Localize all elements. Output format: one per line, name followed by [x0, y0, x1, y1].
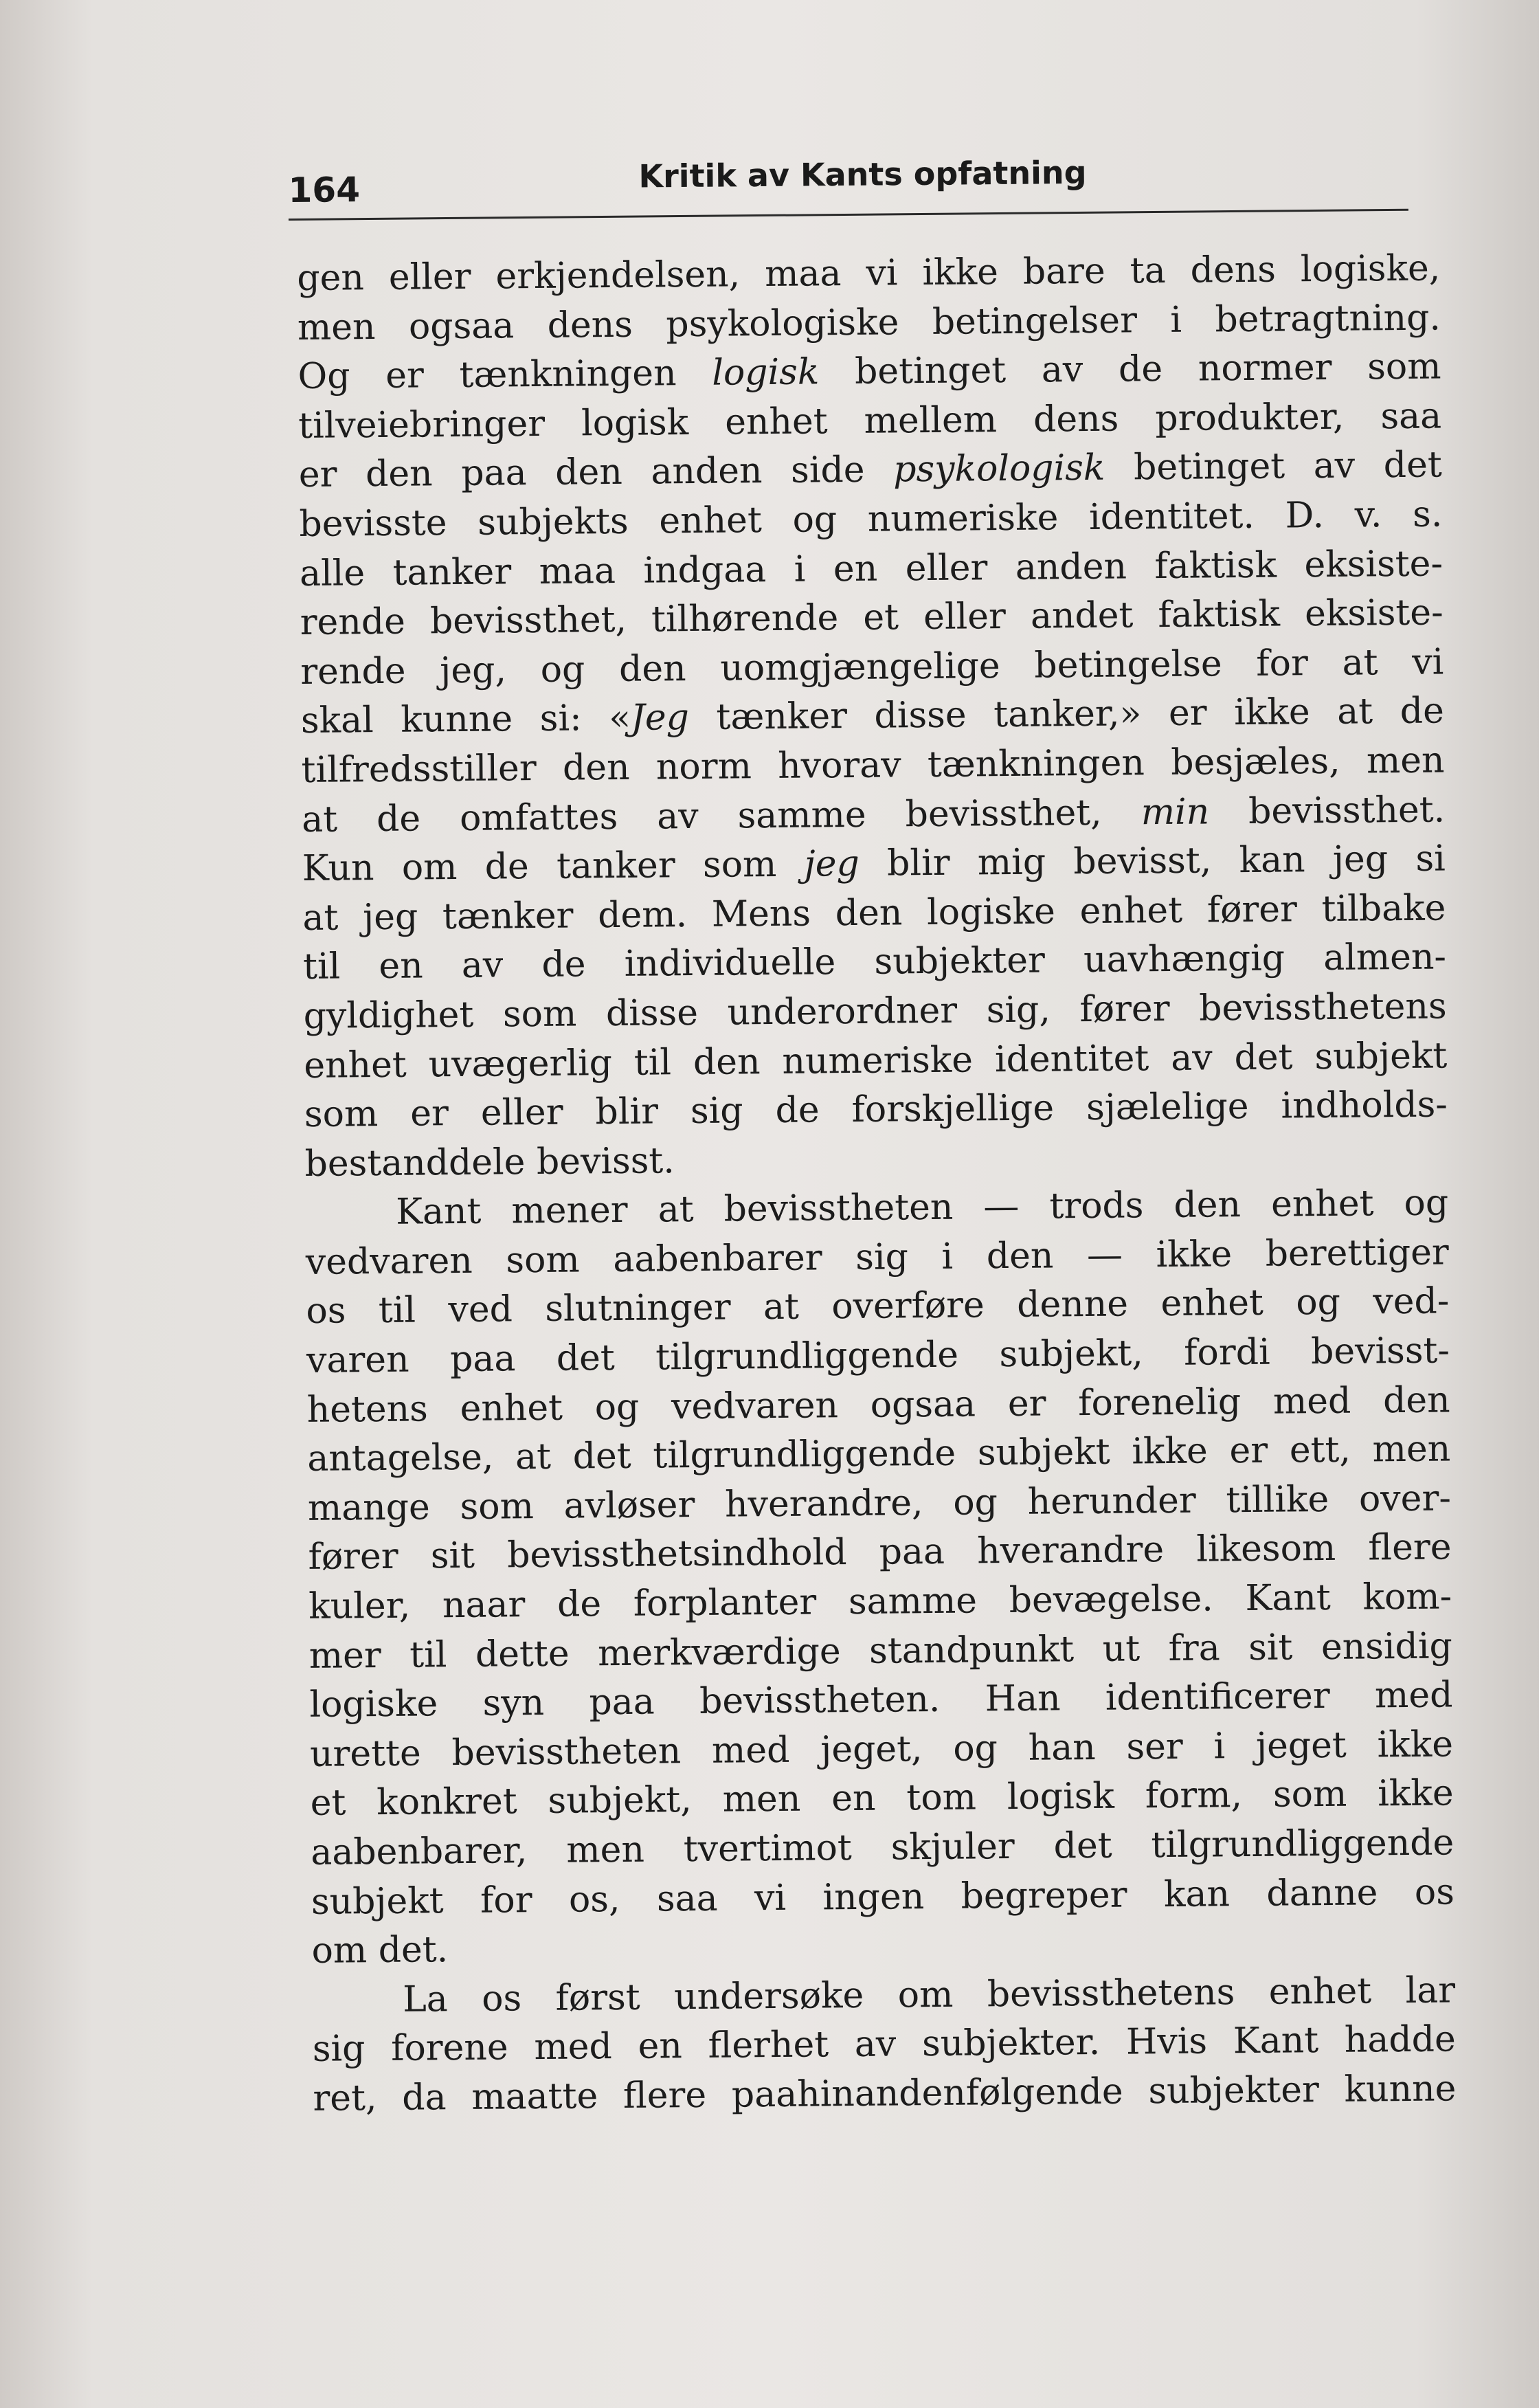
text-run: alle tanker maa indgaa i en eller anden faktisk eksiste- — [299, 543, 1443, 594]
text-run: rende bevissthet, tilhørende et eller andet faktisk eksiste- — [300, 592, 1443, 644]
text-run: betinget av de normer som — [819, 346, 1441, 393]
text-run: bevissthet. — [1209, 788, 1446, 832]
text-run: fører sit bevissthetsindhold paa hverandre likesom flere — [308, 1526, 1452, 1579]
text-run: Og er tænkningen — [297, 352, 712, 398]
text-run: mer til dette merkværdige standpunkt ut fra sit ensidig — [308, 1625, 1452, 1677]
text-run: varen paa det tilgrundliggende subjekt, fordi bevisst- — [306, 1330, 1450, 1381]
text-run: men ogsaa dens psykologiske betingelser i betragtning. — [297, 297, 1441, 348]
text-run: os til ved slutninger at overføre denne enhet og ved- — [306, 1280, 1450, 1333]
paragraph — [312, 1966, 1457, 2123]
text-run: urette bevisstheten med jeget, og han ser i jeget ikke — [309, 1724, 1454, 1775]
body-text — [297, 244, 1457, 2123]
emphasized-text: jeg — [804, 843, 860, 885]
text-run: ret, da maatte flere paahinandenfølgende subjekter kunne — [313, 2068, 1457, 2119]
text-run: enhet uvægerlig til den numeriske identitet av det subjekt — [304, 1034, 1448, 1086]
text-run: logiske syn paa bevisstheten. Han identificerer med — [309, 1674, 1453, 1726]
text-line — [301, 736, 1445, 795]
text-run: om det. — [311, 1929, 449, 1972]
text-run: at jeg tænker dem. Mens den logiske enhet fører tilbake — [302, 887, 1446, 939]
text-run: skal kunne si: « — [300, 698, 631, 742]
text-line — [313, 2064, 1457, 2123]
text-run: et konkret subjekt, men en tom logisk form, som ikke — [310, 1772, 1454, 1825]
text-line — [303, 982, 1447, 1041]
emphasized-text: logisk — [712, 351, 820, 394]
text-run: at de omfattes av samme bevissthet, — [301, 791, 1141, 840]
text-run: hetens enhet og vedvaren ogsaa er forenelig med den — [306, 1379, 1450, 1431]
text-run: kuler, naar de forplanter samme bevægelse. Kant kom- — [308, 1576, 1452, 1627]
text-run: subjekt for os, saa vi ingen begreper kan danne os — [311, 1871, 1455, 1923]
text-run: tilveiebringer logisk enhet mellem dens produkter, saa — [297, 395, 1442, 447]
emphasized-text: Jeg — [630, 697, 690, 739]
text-run: Kant mener at bevisstheten — trods den enhet og — [395, 1182, 1449, 1234]
text-run: rende jeg, og den uomgjængelige betingelse for at vi — [300, 641, 1444, 693]
text-run: bevisste subjekts enhet og numeriske identitet. D. v. s. — [299, 493, 1443, 545]
text-run: sig forene med en flerhet av subjekter. Hvis Kant hadde — [312, 2018, 1456, 2071]
paragraph — [297, 244, 1448, 1189]
running-title: Kritik av Kants opfatning — [638, 153, 1087, 195]
page-header — [288, 147, 1408, 221]
text-run: vedvaren som aabenbarer sig i den — ikke berettiger — [305, 1231, 1449, 1283]
text-run: gyldighet som disse underordner sig, fører bevissthetens — [303, 985, 1447, 1037]
text-run: mange som avløser hverandre, og herunder tillike over- — [307, 1478, 1452, 1529]
page-number: 164 — [288, 170, 361, 211]
text-run: antagelse, at det tilgrundliggende subjekt ikke er ett, men — [307, 1428, 1451, 1480]
text-run: gen eller erkjendelsen, maa vi ikke bare ta dens logiske, — [297, 247, 1441, 299]
text-run: tilfredsstiller den norm hvorav tænkningen besjæles, men — [301, 739, 1445, 791]
text-run: som er eller blir sig de forskjellige sjælelige indholds- — [304, 1084, 1448, 1136]
paragraph — [305, 1179, 1455, 1976]
text-run: bestanddele bevisst. — [304, 1139, 675, 1185]
text-run: til en av de individuelle subjekter uavhængig almen- — [302, 936, 1447, 988]
text-run: tænker disse tanker,» er ikke at de — [688, 690, 1445, 739]
text-run: betinget av det — [1105, 444, 1443, 489]
text-run: blir mig bevisst, kan jeg si — [859, 838, 1446, 885]
text-run: aabenbarer, men tvertimot skjuler det tilgrundliggende — [311, 1822, 1454, 1873]
emphasized-text: min — [1141, 790, 1210, 833]
text-run: La os først undersøke om bevissthetens enhet lar — [402, 1970, 1456, 2020]
emphasized-text: psykologisk — [892, 447, 1105, 491]
text-line — [311, 1868, 1455, 1927]
text-line — [304, 1081, 1448, 1140]
text-run: Kun om de tanker som — [302, 843, 805, 890]
text-run: er den paa den anden side — [298, 449, 894, 496]
